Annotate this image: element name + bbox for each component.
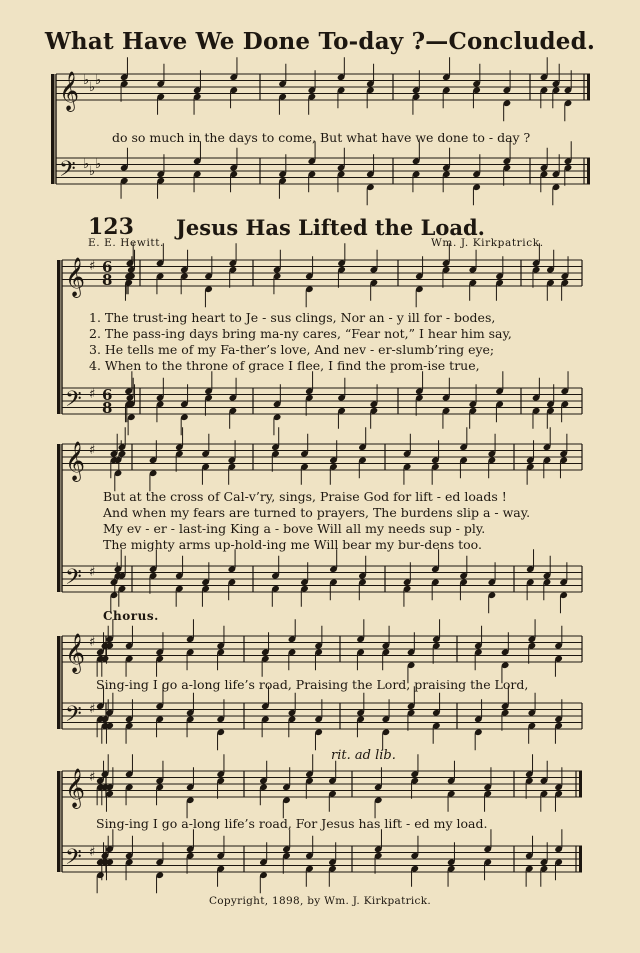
system-brace (57, 636, 61, 729)
sharp-icon: ♯ (89, 702, 96, 717)
time-signature-top: 6 (102, 258, 113, 276)
final-bar-line (587, 74, 590, 100)
bass-clef-icon: 𝄢 (65, 702, 82, 732)
verse-4-line-a: 4. When to the throne of grace I flee, I find the prom-ise true, (89, 358, 480, 373)
verse-2-line-b: And when my fears are turned to prayers, The burdens slip a - way. (103, 505, 531, 520)
final-bar-line (579, 846, 582, 872)
bass-clef-icon: 𝄢 (65, 845, 82, 875)
verse-3-line-a: 3. He tells me of my Fa-ther’s love, And nev - er-slumb’ring eye; (89, 342, 495, 357)
chorus-line-2: Sing-ing I go a-long life’s road, For Jesus has lift - ed my load. (96, 816, 488, 831)
sharp-icon: ♯ (89, 565, 96, 580)
flat-icon: ♭ (83, 157, 90, 172)
sharp-icon: ♯ (89, 387, 96, 402)
chorus-line-1: Sing-ing I go a-long life’s road, Praising the Lord, praising the Lord, (96, 677, 529, 692)
verse-3-line-b: My ev - er - last-ing King a - bove Will all my needs sup - ply. (103, 521, 486, 536)
final-bar-line (587, 158, 590, 184)
flat-icon: ♭ (95, 73, 102, 88)
sharp-icon: ♯ (89, 770, 96, 785)
system-brace (57, 444, 61, 592)
system-brace (51, 74, 55, 184)
treble-clef-icon: 𝄞 (65, 768, 86, 808)
time-signature-top: 6 (102, 386, 113, 404)
bass-clef-icon: 𝄢 (59, 157, 76, 187)
bass-clef-icon: 𝄢 (65, 387, 82, 417)
system-brace (57, 771, 61, 872)
treble-clef-icon: 𝄞 (59, 71, 80, 111)
tempo-marking: rit. ad lib. (331, 748, 396, 763)
treble-clef-icon: 𝄞 (65, 257, 86, 297)
system-brace (57, 260, 61, 414)
sharp-icon: ♯ (89, 443, 96, 458)
copyright-notice: Copyright, 1898, by Wm. J. Kirkpatrick. (208, 895, 432, 907)
sharp-icon: ♯ (89, 845, 96, 860)
composer-credit: Wm. J. Kirkpatrick. (431, 237, 544, 249)
bass-clef-icon: 𝄢 (65, 565, 82, 595)
sharp-icon: ♯ (89, 635, 96, 650)
hymn-number: 123 (88, 214, 134, 240)
final-bar-line (579, 771, 582, 797)
time-signature-bottom: 8 (102, 271, 113, 289)
time-signature-bottom: 8 (102, 399, 113, 417)
hymn-title: Jesus Has Lifted the Load. (176, 215, 485, 240)
page-title: What Have We Done To-day ?—Concluded. (44, 28, 596, 55)
verse-1-line-b: But at the cross of Cal-v’ry, sings, Praise God for lift - ed loads ! (103, 489, 507, 504)
flat-icon: ♭ (95, 157, 102, 172)
flat-icon: ♭ (89, 80, 96, 95)
lyric-line: do so much in the days to come, But what have we done to - day ? (112, 130, 531, 145)
flat-icon: ♭ (89, 164, 96, 179)
verse-4-line-b: The mighty arms up-hold-ing me Will bear my bur-dens too. (103, 537, 482, 552)
sharp-icon: ♯ (89, 259, 96, 274)
flat-icon: ♭ (83, 73, 90, 88)
treble-clef-icon: 𝄞 (65, 633, 86, 673)
verse-2-line-a: 2. The pass-ing days bring ma-ny cares, “Fear not,” I hear him say, (89, 326, 512, 341)
chorus-label: Chorus. (103, 609, 159, 623)
treble-clef-icon: 𝄞 (65, 441, 86, 481)
author-credit: E. E. Hewitt. (88, 237, 164, 249)
verse-1-line-a: 1. The trust-ing heart to Je - sus clings, Nor an - y ill for - bodes, (89, 310, 496, 325)
